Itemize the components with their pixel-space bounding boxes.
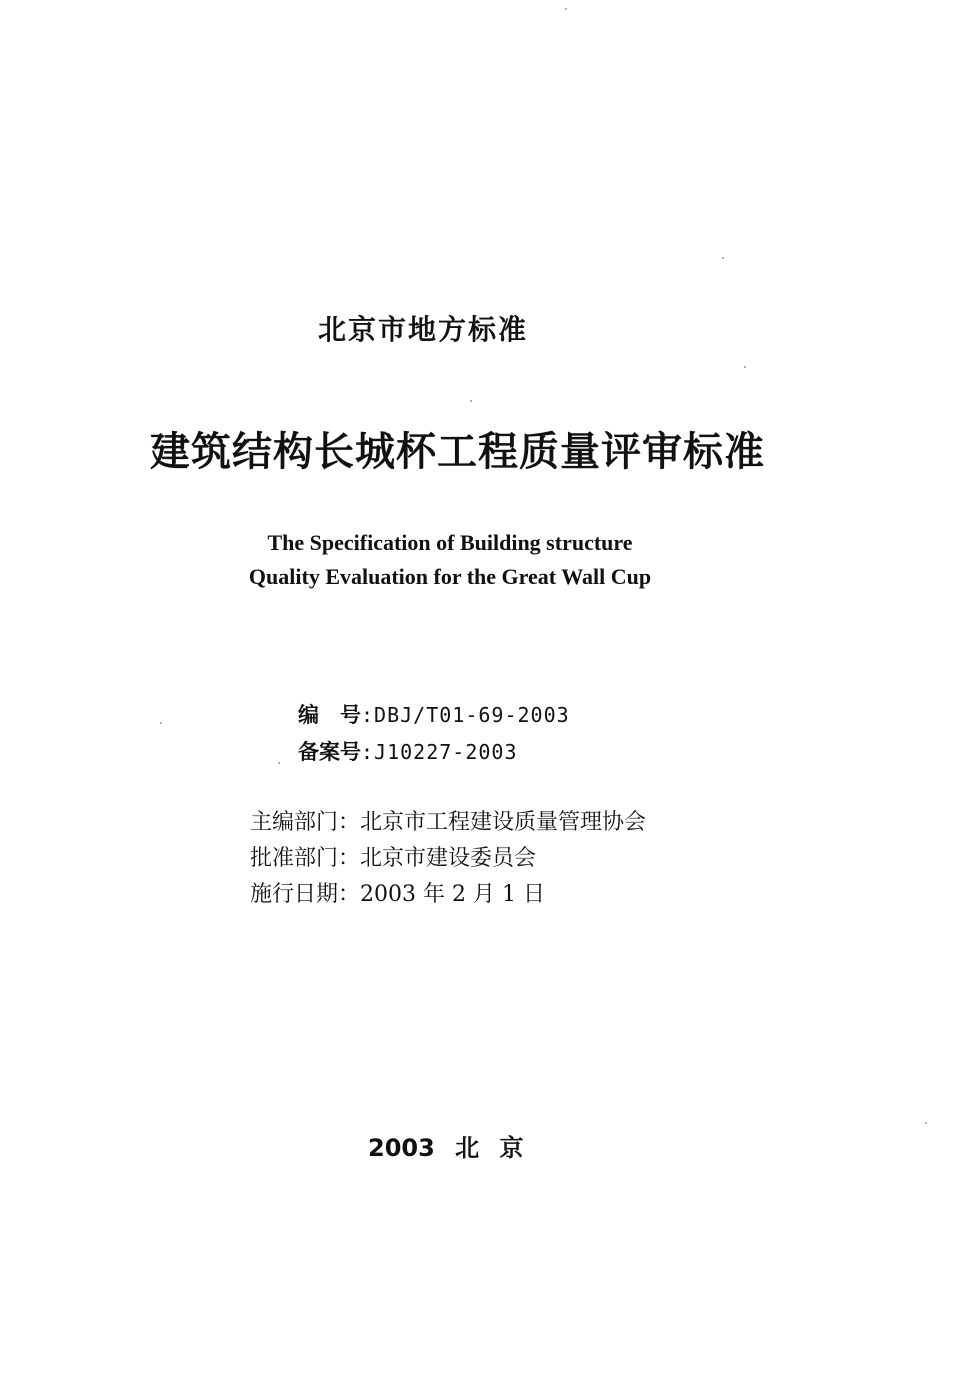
standard-number-value: :DBJ/T01-69-2003	[361, 703, 570, 727]
record-number-label: 备案号	[298, 740, 361, 764]
chinese-title: 建筑结构长城杯工程质量评审标准	[150, 429, 765, 475]
standard-number-label: 编 号	[298, 703, 361, 727]
english-title-line-1: The Specification of Building structure	[267, 530, 633, 555]
scan-speck	[278, 762, 280, 764]
record-number-row	[298, 736, 518, 766]
scan-speck	[744, 366, 746, 368]
standard-series-heading: 北京市地方标准	[318, 313, 529, 346]
effective-date: 施行日期：2003 年 2 月 1 日	[250, 882, 545, 907]
publication-imprint: 2003 北 京	[368, 1134, 524, 1162]
scan-speck	[565, 8, 567, 10]
record-number-value: :J10227-2003	[361, 740, 518, 764]
approving-department: 批准部门：北京市建设委员会	[250, 846, 537, 871]
english-title-line-2: Quality Evaluation for the Great Wall Cup	[248, 564, 652, 589]
editing-department: 主编部门：北京市工程建设质量管理协会	[250, 810, 647, 835]
scan-speck	[160, 722, 162, 724]
scan-speck	[470, 400, 472, 402]
scan-speck	[722, 257, 724, 259]
standard-number-row	[298, 699, 570, 729]
scan-speck	[925, 1122, 927, 1124]
